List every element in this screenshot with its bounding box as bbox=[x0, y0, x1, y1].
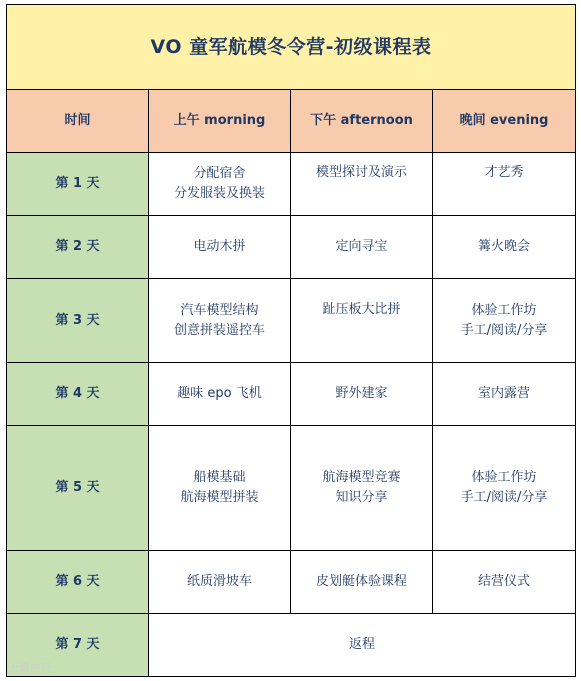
activity-text: 趣味 epo 飞机 bbox=[177, 386, 262, 401]
activity-text: 汽车模型结构 bbox=[180, 302, 259, 318]
watermark: 大歌旅行 bbox=[8, 662, 52, 675]
morning-cell bbox=[149, 216, 291, 279]
table-row bbox=[7, 216, 576, 279]
activity-text: 分发服装及换装 bbox=[173, 186, 265, 201]
activity-text: 才艺秀 bbox=[484, 165, 524, 180]
day-cell: 第 2 天 bbox=[7, 216, 149, 279]
header-morning: 上午 morning bbox=[149, 90, 291, 153]
activity-text: 电动木拼 bbox=[193, 239, 246, 254]
table-row bbox=[7, 614, 576, 677]
activity-text: 手工/阅读/分享 bbox=[460, 322, 548, 338]
afternoon-cell bbox=[291, 279, 433, 363]
schedule-table bbox=[6, 4, 576, 677]
activity-text: 体验工作坊 bbox=[471, 470, 537, 485]
afternoon-cell bbox=[291, 216, 433, 279]
afternoon-cell bbox=[291, 551, 433, 614]
return-cell: 返程 bbox=[149, 614, 576, 677]
afternoon-cell bbox=[291, 363, 433, 426]
header-afternoon: 下午 afternoon bbox=[291, 90, 433, 153]
day-cell: 第 4 天 bbox=[7, 363, 149, 426]
activity-text: 定向寻宝 bbox=[335, 239, 388, 254]
evening-cell bbox=[433, 279, 576, 363]
table-row bbox=[7, 279, 576, 363]
header-row bbox=[7, 90, 576, 153]
table-row bbox=[7, 153, 576, 216]
table-row bbox=[7, 363, 576, 426]
activity-text: 趾压板大比拼 bbox=[322, 302, 401, 317]
table-row bbox=[7, 551, 576, 614]
activity-text: 模型探讨及演示 bbox=[315, 165, 407, 180]
day-cell: 第 3 天 bbox=[7, 279, 149, 363]
day-cell: 第 6 天 bbox=[7, 551, 149, 614]
morning-cell bbox=[149, 363, 291, 426]
morning-cell bbox=[149, 551, 291, 614]
activity-text: 纸质滑坡车 bbox=[186, 574, 252, 589]
evening-cell bbox=[433, 426, 576, 551]
activity-text: 野外建家 bbox=[335, 386, 388, 401]
morning-cell bbox=[149, 426, 291, 551]
activity-text: 手工/阅读/分享 bbox=[460, 490, 548, 505]
evening-cell bbox=[433, 216, 576, 279]
table-title: VO 童军航模冬令营-初级课程表 bbox=[7, 5, 576, 90]
afternoon-cell bbox=[291, 426, 433, 551]
day-cell: 第 1 天 bbox=[7, 153, 149, 216]
activity-text: 篝火晚会 bbox=[478, 239, 531, 254]
activity-text: 航海模型拼装 bbox=[180, 490, 259, 505]
header-time: 时间 bbox=[7, 90, 149, 153]
activity-text: 结营仪式 bbox=[478, 574, 531, 589]
activity-text: 室内露营 bbox=[478, 386, 531, 401]
afternoon-cell bbox=[291, 153, 433, 216]
day-cell: 第 5 天 bbox=[7, 426, 149, 551]
activity-text: 知识分享 bbox=[335, 490, 388, 505]
activity-text: 体验工作坊 bbox=[471, 302, 537, 318]
activity-text: 航海模型竞赛 bbox=[322, 470, 401, 485]
evening-cell bbox=[433, 551, 576, 614]
header-evening: 晚间 evening bbox=[433, 90, 576, 153]
activity-text: 皮划艇体验课程 bbox=[315, 574, 407, 589]
evening-cell bbox=[433, 363, 576, 426]
morning-cell bbox=[149, 279, 291, 363]
evening-cell bbox=[433, 153, 576, 216]
morning-cell bbox=[149, 153, 291, 216]
activity-text: 船模基础 bbox=[193, 470, 246, 485]
activity-text: 创意拼装遥控车 bbox=[173, 322, 265, 338]
day-cell: 第 7 天 bbox=[7, 614, 149, 677]
table-row bbox=[7, 426, 576, 551]
activity-text: 分配宿舍 bbox=[193, 166, 246, 181]
